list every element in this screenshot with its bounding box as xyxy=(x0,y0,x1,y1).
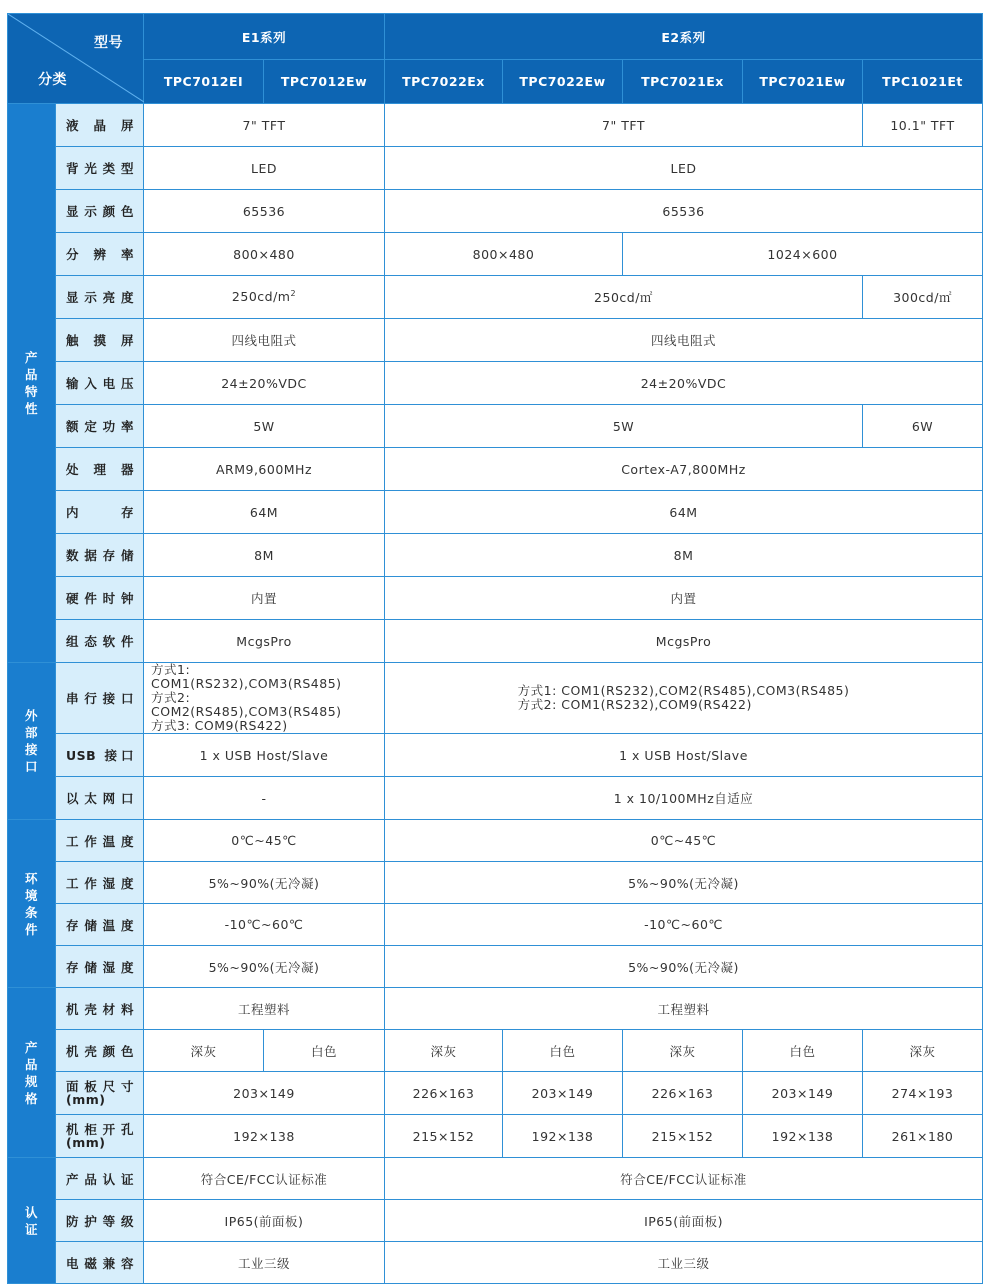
cell-value: 5%~90%(无冷凝) xyxy=(144,862,385,904)
row-work-humidity xyxy=(8,862,983,904)
cell-value: 白色 xyxy=(743,1030,863,1072)
cell-value: 5W xyxy=(144,405,385,448)
row-lcd xyxy=(8,104,983,147)
cell-value: 5%~90%(无冷凝) xyxy=(385,946,983,988)
label-work-humidity: 工作湿度 xyxy=(56,862,144,904)
row-memory xyxy=(8,491,983,534)
row-ethernet xyxy=(8,777,983,820)
row-power xyxy=(8,405,983,448)
model-header: TPC7021Ex xyxy=(623,60,743,104)
cell-value: $250cd/m^2$ xyxy=(144,276,385,319)
cell-value-serial-e2: 方式1: COM1(RS232),COM2(RS485),COM3(RS485) 方式2: COM1(RS232),COM9(RS422) xyxy=(385,663,983,734)
cell-value: 203×149 xyxy=(144,1072,385,1115)
row-protection xyxy=(8,1200,983,1242)
header-row-models xyxy=(8,60,983,104)
label-cutout: 机柜开孔 (mm) xyxy=(56,1115,144,1158)
label-processor: 处理器 xyxy=(56,448,144,491)
corner-label-category: 分类 xyxy=(38,72,67,88)
cell-value: 192×138 xyxy=(743,1115,863,1158)
cell-value: 1 x 10/100MHz自适应 xyxy=(385,777,983,820)
row-touch xyxy=(8,319,983,362)
cell-value: 深灰 xyxy=(385,1030,503,1072)
cell-value: 四线电阻式 xyxy=(385,319,983,362)
cell-value: 10.1" TFT xyxy=(863,104,983,147)
row-voltage xyxy=(8,362,983,405)
label-colors: 显示颜色 xyxy=(56,190,144,233)
cell-value: 203×149 xyxy=(503,1072,623,1115)
cell-value: -10℃~60℃ xyxy=(144,904,385,946)
cell-value: 250cd/㎡ xyxy=(385,276,863,319)
label-resolution: 分辨率 xyxy=(56,233,144,276)
cell-value: 65536 xyxy=(144,190,385,233)
cell-value: 800×480 xyxy=(144,233,385,276)
cell-value: 192×138 xyxy=(144,1115,385,1158)
cell-value: 800×480 xyxy=(385,233,623,276)
cell-value: 24±20%VDC xyxy=(385,362,983,405)
label-emc: 电磁兼容 xyxy=(56,1242,144,1284)
label-memory: 内存 xyxy=(56,491,144,534)
model-header: TPC7021Ew xyxy=(743,60,863,104)
label-ethernet: 以太网口 xyxy=(56,777,144,820)
cell-value: 64M xyxy=(144,491,385,534)
cell-value: LED xyxy=(385,147,983,190)
category-product-features: 产品特性 xyxy=(8,104,56,663)
cell-value: 白色 xyxy=(503,1030,623,1072)
cell-value: 7" TFT xyxy=(385,104,863,147)
series-e1-header: E1系列 xyxy=(144,14,385,60)
cell-value: 65536 xyxy=(385,190,983,233)
row-storage xyxy=(8,534,983,577)
cell-value: 8M xyxy=(385,534,983,577)
category-environment: 环境条件 xyxy=(8,820,56,988)
cell-value: McgsPro xyxy=(385,620,983,663)
cell-value: IP65(前面板) xyxy=(144,1200,385,1242)
row-storage-humidity xyxy=(8,946,983,988)
cell-value: 符合CE/FCC认证标准 xyxy=(144,1158,385,1200)
label-storage-temp: 存储温度 xyxy=(56,904,144,946)
cell-value: 1 x USB Host/Slave xyxy=(144,734,385,777)
corner-diagonal xyxy=(8,14,144,102)
cell-value: 215×152 xyxy=(385,1115,503,1158)
cell-value: 8M xyxy=(144,534,385,577)
cell-value: 1 x USB Host/Slave xyxy=(385,734,983,777)
cell-value: 工业三级 xyxy=(144,1242,385,1284)
cell-value: 四线电阻式 xyxy=(144,319,385,362)
cell-value: 226×163 xyxy=(623,1072,743,1115)
label-shell-material: 机壳材料 xyxy=(56,988,144,1030)
cell-value: 内置 xyxy=(144,577,385,620)
cell-value: 300cd/㎡ xyxy=(863,276,983,319)
row-processor xyxy=(8,448,983,491)
label-shell-color: 机壳颜色 xyxy=(56,1030,144,1072)
cell-value: 工程塑料 xyxy=(144,988,385,1030)
cell-value: 工业三级 xyxy=(385,1242,983,1284)
row-emc xyxy=(8,1242,983,1284)
spec-table xyxy=(7,13,983,1284)
label-rtc: 硬件时钟 xyxy=(56,577,144,620)
label-usb: USB 接口 xyxy=(56,734,144,777)
label-power: 额定功率 xyxy=(56,405,144,448)
cell-value: 1024×600 xyxy=(623,233,983,276)
model-header: TPC1021Et xyxy=(863,60,983,104)
row-usb xyxy=(8,734,983,777)
cell-value: 深灰 xyxy=(623,1030,743,1072)
cell-value: 5%~90%(无冷凝) xyxy=(385,862,983,904)
spec-table-container xyxy=(7,13,982,1271)
cell-value: 5%~90%(无冷凝) xyxy=(144,946,385,988)
series-e2-header: E2系列 xyxy=(385,14,983,60)
category-external-interfaces: 外部接口 xyxy=(8,663,56,820)
row-cutout xyxy=(8,1115,983,1158)
header-corner xyxy=(8,14,144,104)
row-storage-temp xyxy=(8,904,983,946)
row-shell-material xyxy=(8,988,983,1030)
cell-value: 符合CE/FCC认证标准 xyxy=(385,1158,983,1200)
cell-value: - xyxy=(144,777,385,820)
category-certification: 认证 xyxy=(8,1158,56,1284)
label-serial: 串行接口 xyxy=(56,663,144,734)
cell-value: ARM9,600MHz xyxy=(144,448,385,491)
cell-value: 0℃~45℃ xyxy=(385,820,983,862)
cell-value: 203×149 xyxy=(743,1072,863,1115)
cell-value: 6W xyxy=(863,405,983,448)
cell-value-serial-e1: 方式1: COM1(RS232),COM3(RS485) 方式2: COM2(RS485),COM3(RS485) 方式3: COM9(RS422) xyxy=(144,663,385,734)
label-brightness: 显示亮度 xyxy=(56,276,144,319)
label-touch: 触摸屏 xyxy=(56,319,144,362)
cell-value: 0℃~45℃ xyxy=(144,820,385,862)
cell-value: -10℃~60℃ xyxy=(385,904,983,946)
cell-value: 192×138 xyxy=(503,1115,623,1158)
cell-value: 64M xyxy=(385,491,983,534)
label-storage: 数据存储 xyxy=(56,534,144,577)
cell-value: 深灰 xyxy=(863,1030,983,1072)
label-storage-humidity: 存储湿度 xyxy=(56,946,144,988)
label-work-temp: 工作温度 xyxy=(56,820,144,862)
category-product-specs: 产品规格 xyxy=(8,988,56,1158)
row-backlight xyxy=(8,147,983,190)
cell-value: LED xyxy=(144,147,385,190)
row-resolution xyxy=(8,233,983,276)
label-protection: 防护等级 xyxy=(56,1200,144,1242)
cell-value: 5W xyxy=(385,405,863,448)
corner-label-model: 型号 xyxy=(94,35,123,51)
header-row-series xyxy=(8,14,983,60)
cell-value: 215×152 xyxy=(623,1115,743,1158)
cell-value: 7" TFT xyxy=(144,104,385,147)
row-work-temp xyxy=(8,820,983,862)
cell-value: IP65(前面板) xyxy=(385,1200,983,1242)
model-header: TPC7022Ew xyxy=(503,60,623,104)
row-shell-color xyxy=(8,1030,983,1072)
cell-value: 24±20%VDC xyxy=(144,362,385,405)
model-header: TPC7012Ew xyxy=(264,60,385,104)
label-lcd: 液晶屏 xyxy=(56,104,144,147)
label-software: 组态软件 xyxy=(56,620,144,663)
cell-value: McgsPro xyxy=(144,620,385,663)
row-panel-size xyxy=(8,1072,983,1115)
row-product-cert xyxy=(8,1158,983,1200)
row-software xyxy=(8,620,983,663)
label-panel-size: 面板尺寸 (mm) xyxy=(56,1072,144,1115)
row-serial xyxy=(8,663,983,734)
cell-value: 白色 xyxy=(264,1030,385,1072)
label-product-cert: 产品认证 xyxy=(56,1158,144,1200)
cell-value: 深灰 xyxy=(144,1030,264,1072)
model-header: TPC7012EI xyxy=(144,60,264,104)
row-rtc xyxy=(8,577,983,620)
cell-value: Cortex-A7,800MHz xyxy=(385,448,983,491)
label-voltage: 输入电压 xyxy=(56,362,144,405)
model-header: TPC7022Ex xyxy=(385,60,503,104)
cell-value: 261×180 xyxy=(863,1115,983,1158)
label-backlight: 背光类型 xyxy=(56,147,144,190)
cell-value: 226×163 xyxy=(385,1072,503,1115)
cell-value: 工程塑料 xyxy=(385,988,983,1030)
row-colors xyxy=(8,190,983,233)
row-brightness xyxy=(8,276,983,319)
cell-value: 内置 xyxy=(385,577,983,620)
cell-value: 274×193 xyxy=(863,1072,983,1115)
